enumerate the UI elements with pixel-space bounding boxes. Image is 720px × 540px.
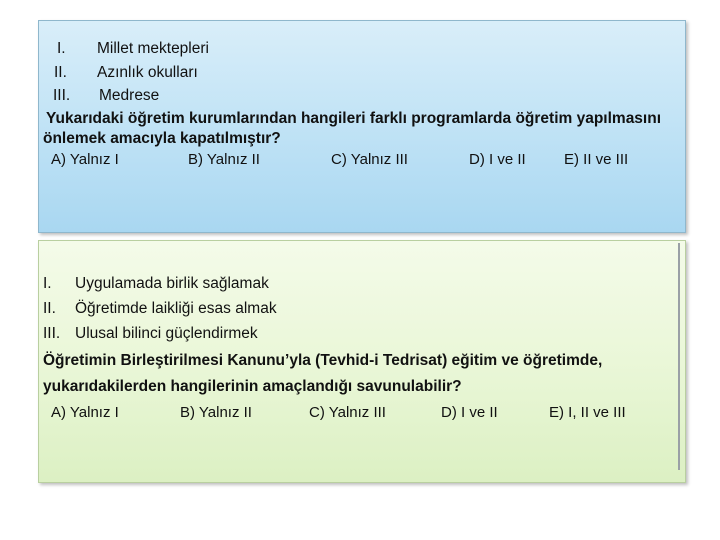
q1-item-1 xyxy=(57,39,209,59)
question-1-card xyxy=(38,20,686,233)
q1-item-3 xyxy=(53,86,160,106)
q1-option-d[interactable]: D) I ve II xyxy=(469,151,526,168)
q2-item-1-text: Uygulamada birlik sağlamak xyxy=(75,275,269,292)
q2-option-e[interactable]: E) I, II ve III xyxy=(549,404,626,421)
q2-item-2-numeral: II. xyxy=(43,300,56,317)
q1-item-3-text: Medrese xyxy=(99,87,160,104)
q1-option-e[interactable]: E) II ve III xyxy=(564,151,629,168)
q2-item-2-text: Öğretimde laikliği esas almak xyxy=(75,300,277,317)
q1-item-2 xyxy=(54,63,198,83)
q2-item-1-numeral: I. xyxy=(43,275,52,292)
q1-option-c[interactable]: C) Yalnız III xyxy=(331,151,408,168)
q1-item-2-text: Azınlık okulları xyxy=(97,64,198,81)
q2-option-d[interactable]: D) I ve II xyxy=(441,404,498,421)
divider-line xyxy=(678,243,680,470)
q2-item-3-text: Ulusal bilinci güçlendirmek xyxy=(75,325,258,342)
q2-item-2 xyxy=(43,299,277,319)
q1-option-a[interactable]: A) Yalnız I xyxy=(51,151,119,168)
q2-option-c[interactable]: C) Yalnız III xyxy=(309,404,386,421)
q1-item-3-numeral: III. xyxy=(53,87,71,104)
q1-prompt-line-2: önlemek amacıyla kapatılmıştır? xyxy=(43,130,281,147)
q1-item-2-numeral: II. xyxy=(54,64,67,81)
q2-prompt-line-1: Öğretimin Birleştirilmesi Kanunu’yla (Tevhid-i Tedrisat) eğitim ve öğretimde, xyxy=(43,352,603,369)
q2-item-3 xyxy=(43,324,258,344)
q2-option-b[interactable]: B) Yalnız II xyxy=(180,404,252,421)
q1-item-1-text: Millet mektepleri xyxy=(97,40,209,57)
q2-item-3-numeral: III. xyxy=(43,325,61,342)
q2-item-1 xyxy=(43,274,269,294)
q1-prompt-line-1: Yukarıdaki öğretim kurumlarından hangileri farklı programlarda öğretim yapılmasını xyxy=(46,110,662,127)
q1-option-b[interactable]: B) Yalnız II xyxy=(188,151,260,168)
q1-item-1-numeral: I. xyxy=(57,40,66,57)
q2-option-a[interactable]: A) Yalnız I xyxy=(51,404,119,421)
q2-prompt-line-2: yukarıdakilerden hangilerinin amaçlandığı savunulabilir? xyxy=(43,378,462,395)
question-2-card xyxy=(38,240,686,483)
